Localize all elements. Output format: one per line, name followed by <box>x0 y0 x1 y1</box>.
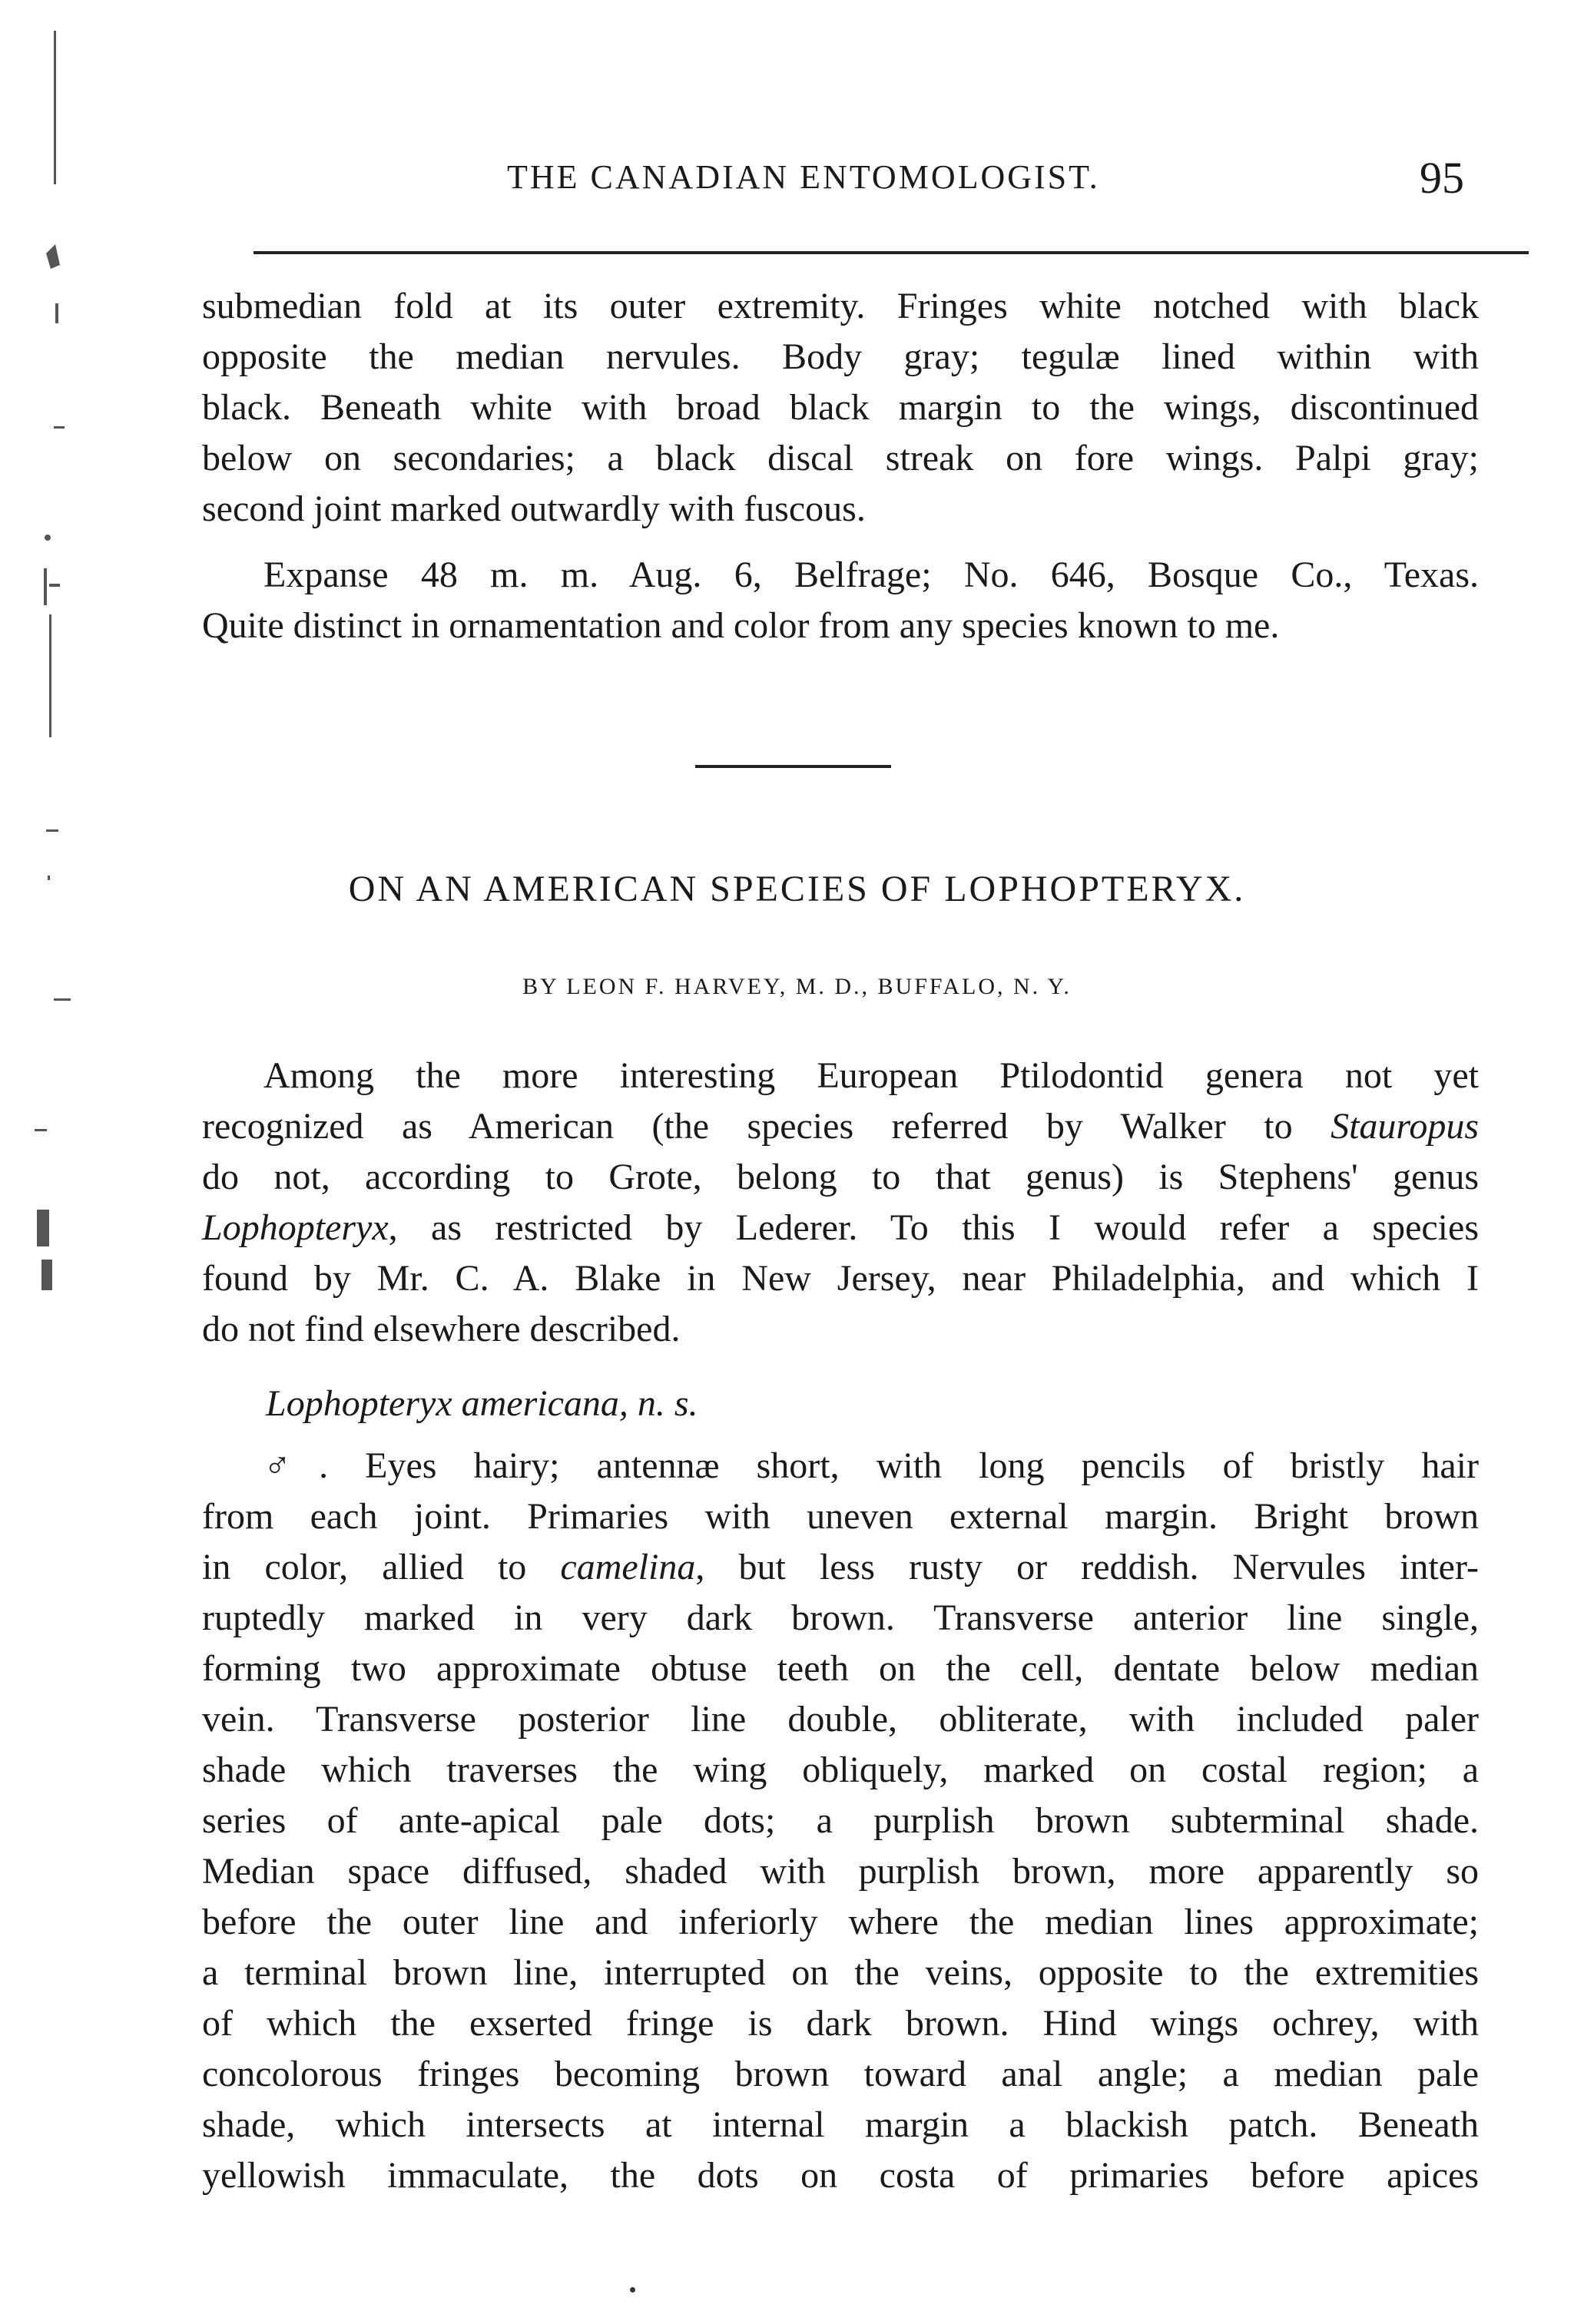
text-line: of which the exserted fringe is dark brown. Hind wings ochrey, with <box>202 2003 1479 2044</box>
article-title: ON AN AMERICAN SPECIES OF LOPHOPTERYX. <box>348 869 1246 909</box>
text-run: in color, allied to <box>202 1547 561 1587</box>
text-line <box>202 1203 1479 1253</box>
genus-name: Lophopteryx <box>202 1207 389 1248</box>
expanse-paragraph <box>202 550 1479 651</box>
text-line: found by Mr. C. A. Blake in New Jersey, near Philadelphia, and which I <box>202 1258 1479 1299</box>
text-line: submedian fold at its outer extremity. Fringes white notched with black <box>202 286 1479 326</box>
text-line <box>202 1101 1479 1152</box>
text-line: a terminal brown line, interrupted on the veins, opposite to the extremities <box>202 1952 1479 1993</box>
text-line: vein. Transverse posterior line double, obliterate, with included paler <box>202 1699 1479 1740</box>
text-run: recognized as American (the species referred by Walker to <box>202 1106 1331 1147</box>
running-head: THE CANADIAN ENTOMOLOGIST. <box>507 158 1100 196</box>
text-line: do not find elsewhere described. <box>202 1309 681 1349</box>
header-rule <box>254 251 1529 254</box>
text-line: shade which traverses the wing obliquely, marked on costal region; a <box>202 1750 1479 1790</box>
text-line: before the outer line and inferiorly where the median lines approximate; <box>202 1902 1479 1942</box>
section-divider <box>695 765 891 768</box>
text-line: concolorous fringes becoming brown toward anal angle; a median pale <box>202 2054 1479 2094</box>
page-number: 95 <box>1420 153 1464 203</box>
intro-paragraph <box>202 281 1479 535</box>
ink-speck <box>630 2287 635 2293</box>
text-line: shade, which intersects at internal margin a blackish patch. Beneath <box>202 2104 1479 2145</box>
text-line: Median space diffused, shaded with purplish brown, more apparently so <box>202 1851 1479 1892</box>
species-description <box>202 1441 1479 2201</box>
text-line: second joint marked outwardly with fuscous. <box>202 488 866 529</box>
text-run: , as restricted by Lederer. To this I would refer a species <box>388 1207 1479 1248</box>
text-line: ruptedly marked in very dark brown. Transverse anterior line single, <box>202 1597 1479 1638</box>
species-heading: Lophopteryx americana, n. s. <box>266 1383 698 1424</box>
text-line: series of ante-apical pale dots; a purplish brown subterminal shade. <box>202 1800 1479 1841</box>
text-line: forming two approximate obtuse teeth on the cell, dentate below median <box>202 1648 1479 1689</box>
article-byline: BY LEON F. HARVEY, M. D., BUFFALO, N. Y. <box>522 974 1072 999</box>
text-line: opposite the median nervules. Body gray; tegulæ lined within with <box>202 336 1479 377</box>
text-line: Quite distinct in ornamentation and color from any species known to me. <box>202 605 1280 646</box>
intro-article-paragraph <box>202 1051 1479 1355</box>
text-line: do not, according to Grote, belong to that genus) is Stephens' genus <box>202 1157 1479 1197</box>
text-line <box>202 1542 1479 1593</box>
text-line: yellowish immaculate, the dots on costa of primaries before apices <box>202 2155 1479 2196</box>
text-line: black. Beneath white with broad black margin to the wings, discontinued <box>202 387 1479 428</box>
text-line: Among the more interesting European Ptilodontid genera not yet <box>263 1055 1479 1096</box>
margin-specks <box>0 0 77 1459</box>
text-line: Expanse 48 m. m. Aug. 6, Belfrage; No. 646, Bosque Co., Texas. <box>263 555 1479 595</box>
text-line: from each joint. Primaries with uneven external margin. Bright brown <box>202 1496 1479 1537</box>
text-line: below on secondaries; a black discal streak on fore wings. Palpi gray; <box>202 438 1479 478</box>
text-run: , but less rusty or reddish. Nervules inter- <box>695 1547 1479 1587</box>
genus-name: Stauropus <box>1331 1106 1479 1147</box>
text-line: ♂. Eyes hairy; antennæ short, with long pencils of bristly hair <box>263 1445 1479 1486</box>
species-name: camelina <box>560 1547 696 1587</box>
